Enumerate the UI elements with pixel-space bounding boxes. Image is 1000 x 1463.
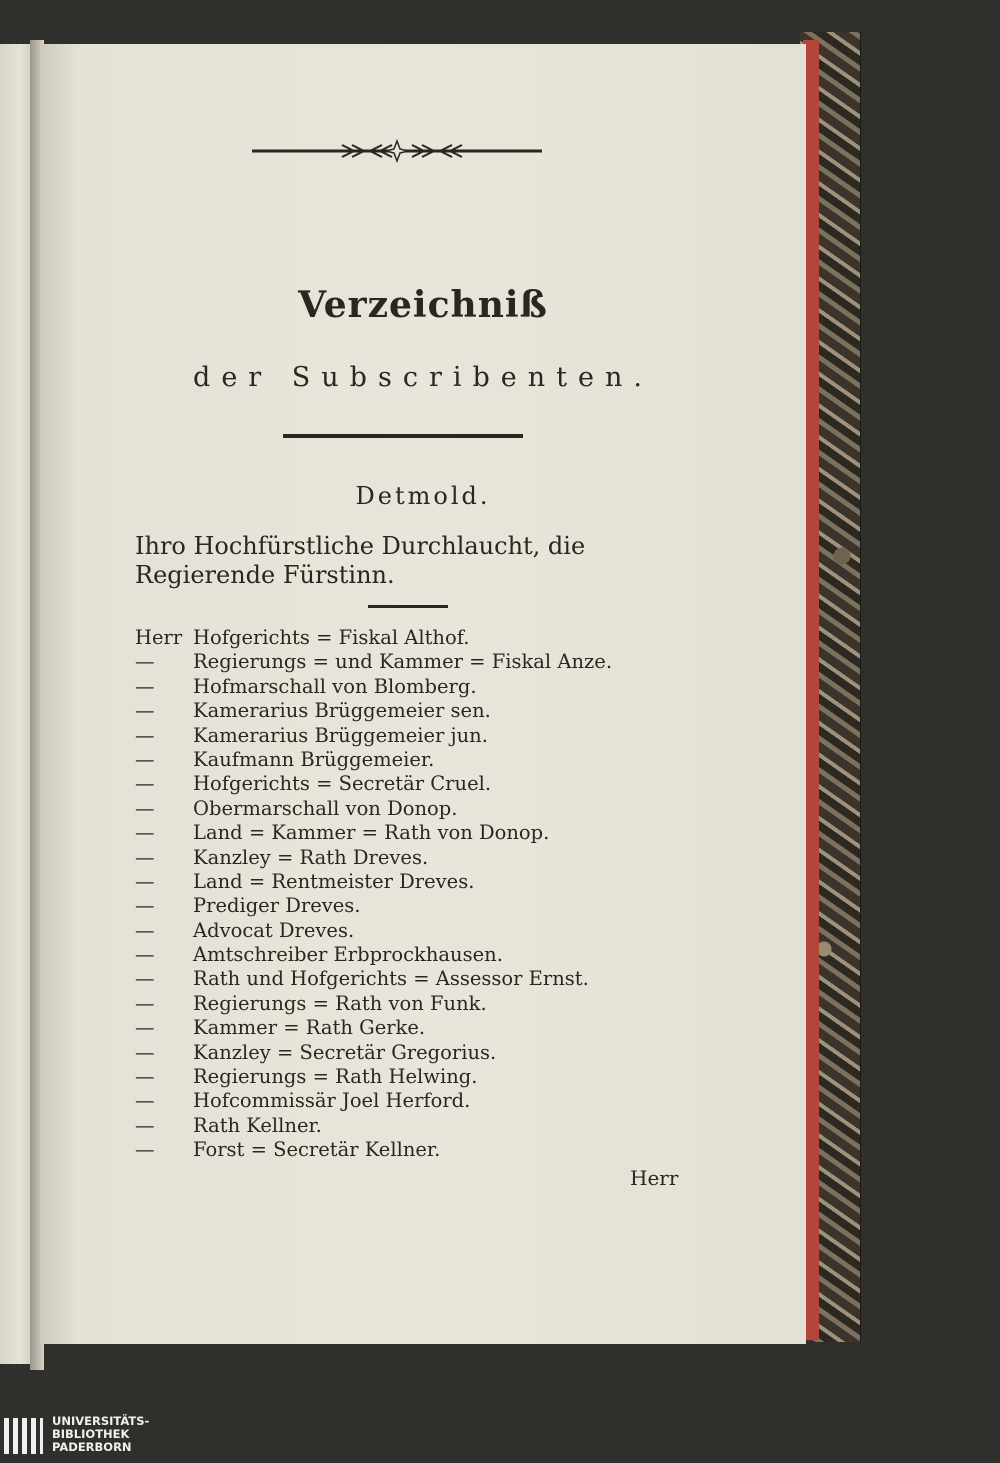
subscriber-list — [135, 626, 695, 1163]
subscriber-name: Land = Kammer = Rath von Donop. — [193, 821, 550, 845]
subscriber-name: Obermarschall von Donop. — [193, 796, 458, 820]
list-prefix: — — [135, 699, 155, 723]
list-prefix: — — [135, 1089, 155, 1113]
book-page — [40, 44, 806, 1344]
subscriber-name: Kamerarius Brüggemeier sen. — [193, 699, 491, 723]
list-prefix: — — [135, 796, 155, 820]
logo-line: PADERBORN — [52, 1440, 132, 1454]
list-item — [135, 1016, 695, 1040]
catchword: Herr — [630, 1166, 679, 1190]
list-item — [135, 1138, 695, 1162]
subscriber-name: Hofmarschall von Blomberg. — [193, 674, 477, 698]
list-prefix: — — [135, 821, 155, 845]
list-item — [135, 650, 695, 674]
subscriber-name: Prediger Dreves. — [193, 894, 361, 918]
subscriber-name: Land = Rentmeister Dreves. — [193, 869, 475, 893]
dedication-line: Ihro Hochfürstliche Durchlaucht, die Regierende Fürstinn. — [135, 532, 586, 589]
library-logo-icon — [4, 1416, 44, 1456]
subscriber-name: Kamerarius Brüggemeier jun. — [193, 723, 488, 747]
page-title: Verzeichniß — [298, 284, 548, 326]
list-prefix: Herr — [135, 626, 183, 649]
left-page-edge — [0, 44, 34, 1364]
list-prefix: — — [135, 845, 155, 869]
list-prefix: — — [135, 943, 155, 967]
list-prefix: — — [135, 674, 155, 698]
subscriber-name: Advocat Dreves. — [193, 918, 355, 942]
list-item — [135, 1041, 695, 1065]
list-prefix: — — [135, 723, 155, 747]
subscriber-name: Hofcommissär Joel Herford. — [193, 1089, 471, 1113]
list-item — [135, 967, 695, 991]
list-prefix: — — [135, 747, 155, 771]
list-prefix: — — [135, 869, 155, 893]
subscriber-name: Kanzley = Secretär Gregorius. — [193, 1040, 497, 1064]
list-prefix: — — [135, 967, 155, 991]
list-prefix: — — [135, 1113, 155, 1137]
subscriber-name: Rath und Hofgerichts = Assessor Ernst. — [193, 967, 589, 991]
list-item — [135, 797, 695, 821]
list-item — [135, 699, 695, 723]
library-logo-text — [52, 1415, 149, 1454]
list-prefix: — — [135, 650, 155, 674]
list-item — [135, 821, 695, 845]
subscriber-name: Kammer = Rath Gerke. — [193, 1016, 426, 1040]
list-item — [135, 1114, 695, 1138]
list-item — [135, 1065, 695, 1089]
list-item — [135, 675, 695, 699]
subscriber-name: Hofgerichts = Secretär Cruel. — [193, 772, 492, 796]
list-prefix: — — [135, 991, 155, 1015]
heading-rule — [283, 434, 523, 438]
subscriber-name: Regierungs = Rath Helwing. — [193, 1065, 478, 1089]
subscriber-name: Forst = Secretär Kellner. — [193, 1138, 441, 1162]
list-item — [135, 1089, 695, 1113]
list-item — [135, 748, 695, 772]
subscriber-name: Regierungs = Rath von Funk. — [193, 991, 487, 1015]
page-subtitle: der Subscribenten. — [193, 362, 653, 393]
list-item — [135, 870, 695, 894]
subscriber-name: Kaufmann Brüggemeier. — [193, 747, 435, 771]
list-item — [135, 846, 695, 870]
logo-line: BIBLIOTHEK — [52, 1427, 130, 1441]
list-prefix: — — [135, 1040, 155, 1064]
list-prefix: — — [135, 918, 155, 942]
list-prefix: — — [135, 1138, 155, 1162]
list-prefix: — — [135, 772, 155, 796]
list-item — [135, 626, 695, 650]
list-item — [135, 724, 695, 748]
ornament-divider — [252, 139, 542, 163]
list-prefix: — — [135, 894, 155, 918]
list-prefix: — — [135, 1016, 155, 1040]
dedication-rule — [368, 605, 448, 608]
section-place: Detmold. — [355, 482, 491, 510]
subscriber-name: Hofgerichts = Fiskal Althof. — [193, 626, 470, 649]
list-item — [135, 992, 695, 1016]
list-item — [135, 772, 695, 796]
subscriber-name: Amtschreiber Erbprockhausen. — [193, 943, 503, 967]
list-item — [135, 943, 695, 967]
subscriber-name: Kanzley = Rath Dreves. — [193, 845, 429, 869]
logo-line: UNIVERSITÄTS- — [52, 1414, 150, 1428]
library-footer — [0, 1410, 1000, 1463]
list-prefix: — — [135, 1065, 155, 1089]
list-item — [135, 919, 695, 943]
subscriber-name: Rath Kellner. — [193, 1113, 322, 1137]
list-item — [135, 894, 695, 918]
subscriber-name: Regierungs = und Kammer = Fiskal Anze. — [193, 650, 613, 674]
